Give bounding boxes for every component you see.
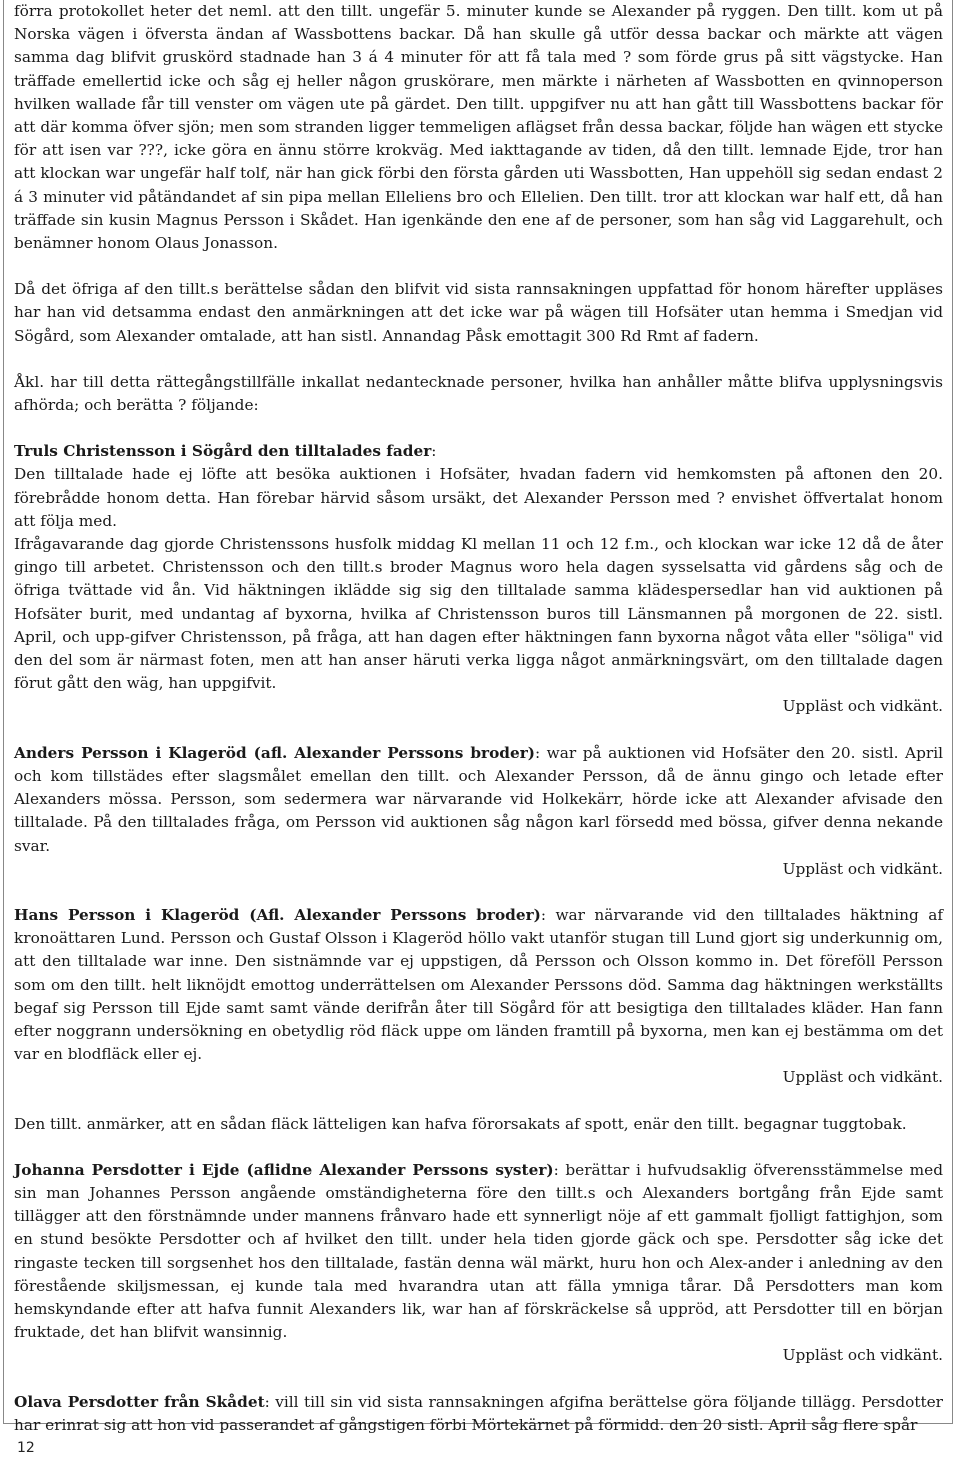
upplast-line-4: Uppläst och vidkänt.	[782, 1346, 943, 1365]
paragraph-intro: förra protokollet heter det neml. att den tillt. ungefär 5. minuter kunde se Alexander på ryggen. Den tillt. kom ut på Norska vägen i öfversta ändan af Wassbottens backar. Då han skulle gå utför dessa backar och märkte att vägen samma dag blifvit gruskörd stadnade han 3 á 4 minuter för att få tala med ? som förde grus på sitt vägstycke. Han träffade emellertid icke och såg ej heller någon gruskörare, men märkte i närheten af Wassbotten en qvinnoperson hvilken wallade får till venster om vägen ute på gärdet. Den tillt. uppgifver nu att han gått till Wassbottens backar för att där komma öfver sjön; men som stranden ligger temmeligen aflägset från dessa backar, följde han wägen ett stycke för att isen var ???, icke göra en ännu större krokväg. Med iakttagande av tiden, då den tillt. lemnade Ejde, tror han att klockan war ungefär half tolf, när han gick förbi den första gården uti Wassbotten, Han uppehöll sig sedan endast 2 á 3 minuter vid påtändandet af sin pipa mellan Elleliens bro och Ellelien. Den tillt. tror att klockan war half ett, då han träffade sin kusin Magnus Persson i Skådet. Han igenkände den ene af de personer, som han såg vid Laggarehult, och benämner honom Olaus Jonasson.	[14, 2, 943, 253]
page-frame	[3, 0, 953, 1434]
paragraph-olava: Olava Persdotter från Skådet: vill till sin vid sista rannsakningen afgifna berättelse göra följande tillägg. Persdotter har erinrat sig att hon vid passerandet af gångstigen förbi Mörtekärnet på förmidd. den 20 sistl. April såg flere spår	[14, 1392, 943, 1434]
witness-name-truls: Truls Christensson i Sögård den tilltalades fader	[14, 442, 432, 461]
paragraph-ofriga: Då det öfriga af den tillt.s berättelse sådan den blifvit vid sista rannsakningen uppfattad för honom härefter uppläses har han vid detsamma endast den anmärkningen att det icke war på wägen till Hofsäter utan hemma i Smedjan vid Sögård, som Alexander omtalade, att han sistl. Annandag Påsk emottagit 300 Rd Rmt af fadern.	[14, 280, 943, 345]
paragraph-anders: Anders Persson i Klageröd (afl. Alexander Perssons broder): war på auktionen vid Hofsäter den 20. sistl. April och kom tillstädes efter slagsmålet emellan den tillt. och Alexander Persson, då de ännu gingo och letade efter Alexanders mössa. Persson, som sedermera war närvarande vid Holkekärr, hörde icke att Alexander afvisade den tilltalade. På den tilltalades fråga, om Persson vid auktionen såg någon karl försedd med bössa, gifver denna nekande svar.	[14, 743, 943, 855]
upplast-line-3: Uppläst och vidkänt.	[782, 1068, 943, 1087]
witness-name-hans: Hans Persson i Klageröd (Afl. Alexander Perssons broder)	[14, 905, 541, 924]
upplast-line-1: Uppläst och vidkänt.	[782, 697, 943, 716]
paragraph-johanna: Johanna Persdotter i Ejde (aflidne Alexander Perssons syster): berättar i hufvudsaklig öfverensstämmelse med sin man Johannes Persson angående omständigheterna före den tillt.s och Alexanders bortgång från Ejde samt tillägger att den förstnämnde under mannens frånvaro hade ett synnerligt nöje af ett gammalt fjolligt fattighjon, som en stund besökte Persdotter och af hvilket den tillt. under hela tiden gjorde gäck och spe. Persdotter såg icke det ringaste tecken till sorgsenhet hos den tilltalade, fastän denna wäl märkt, huru hon och Alex-ander i anledning av den förestående skiljsmessan, ej kunde tala med hvarandra utan att fälla ymniga tårar. Då Persdotters man kom hemskyndande efter att hafva funnit Alexanders lik, war han af förskräckelse så uppröd, att Persdotter till en början fruktade, det han blifvit wansinnig.	[14, 1160, 943, 1342]
witness-name-anders: Anders Persson i Klageröd (afl. Alexander Perssons broder)	[14, 743, 535, 762]
document-body	[14, 0, 943, 1437]
page-number: 12	[17, 1440, 35, 1456]
paragraph-hans: Hans Persson i Klageröd (Afl. Alexander Perssons broder): war närvarande vid den tilltalades häktning af kronoättaren Lund. Persson och Gustaf Olsson i Klageröd höllo vakt utanför stugan till Lund gjort sig underkunnig om, att den tilltalade war inne. Den sistnämnde var ej uppstigen, då Persson och Olsson kommo in. Det föreföll Persson som om den tillt. helt liknöjdt emottog underrättelsen om Alexander Perssons död. Samma dag häktningen werkställts begaf sig Persson till Ejde samt samt vände derifrån åter till Sögård för att besigtiga den tilltalades kläder. Han fann efter noggrann undersökning en obetydlig röd fläck uppe om länden framtill på byxorna, men kan ej bestämma om det var en blodfläck eller ej.	[14, 905, 943, 1064]
paragraph-truls-2: Ifrågavarande dag gjorde Christenssons husfolk middag Kl mellan 11 och 12 f.m., och klockan war icke 12 då de åter gingo till arbetet. Christensson och den tillt.s broder Magnus woro hela dagen sysselsatta vid gårdens såg och de öfriga tvättade vid ån. Vid häktningen ikläddе sig sig den tilltalade samma klädespersedlar han vid auktionen på Hofsäter burit, med undantag af byxorna, hvilka af Christensson buros till Länsmannen på morgonen de 22. sistl. April, och upp-gifver Christensson, på fråga, att han dagen efter häktningen fann byxorna något våta eller "söliga" vid den del som är närmast foten, men att han anser häruti verka ligga något anmärkningsvärt, om den tilltalade dagen förut gått den wäg, han uppgifvit.	[14, 535, 943, 693]
paragraph-truls-1: Den tilltalade hade ej löfte att besöka auktionen i Hofsäter, hvadan fadern vid hemkomsten på aftonen den 20. förebrådde honom detta. Han förebar härvid såsom ursäkt, det Alexander Persson med ? envishet öffvertalat honom att följa med.	[14, 465, 943, 530]
paragraph-den-tillt: Den tillt. anmärker, att en sådan fläck lätteligen kan hafva förorsakats af spott, enär den tillt. begagnar tuggtobak.	[14, 1114, 907, 1133]
paragraph-akl: Åkl. har till detta rättegångstillfälle inkallat nedantecknade personer, hvilka han anhåller måtte blifva upplysningsvis afhörda; och berätta ? följande:	[14, 372, 943, 415]
witness-heading-truls: Truls Christensson i Sögård den tilltalades fader:	[14, 442, 437, 461]
witness-name-olava: Olava Persdotter från Skådet	[14, 1392, 265, 1411]
upplast-line-2: Uppläst och vidkänt.	[782, 859, 943, 878]
witness-name-johanna: Johanna Persdotter i Ejde (aflidne Alexander Perssons syster)	[14, 1160, 554, 1179]
